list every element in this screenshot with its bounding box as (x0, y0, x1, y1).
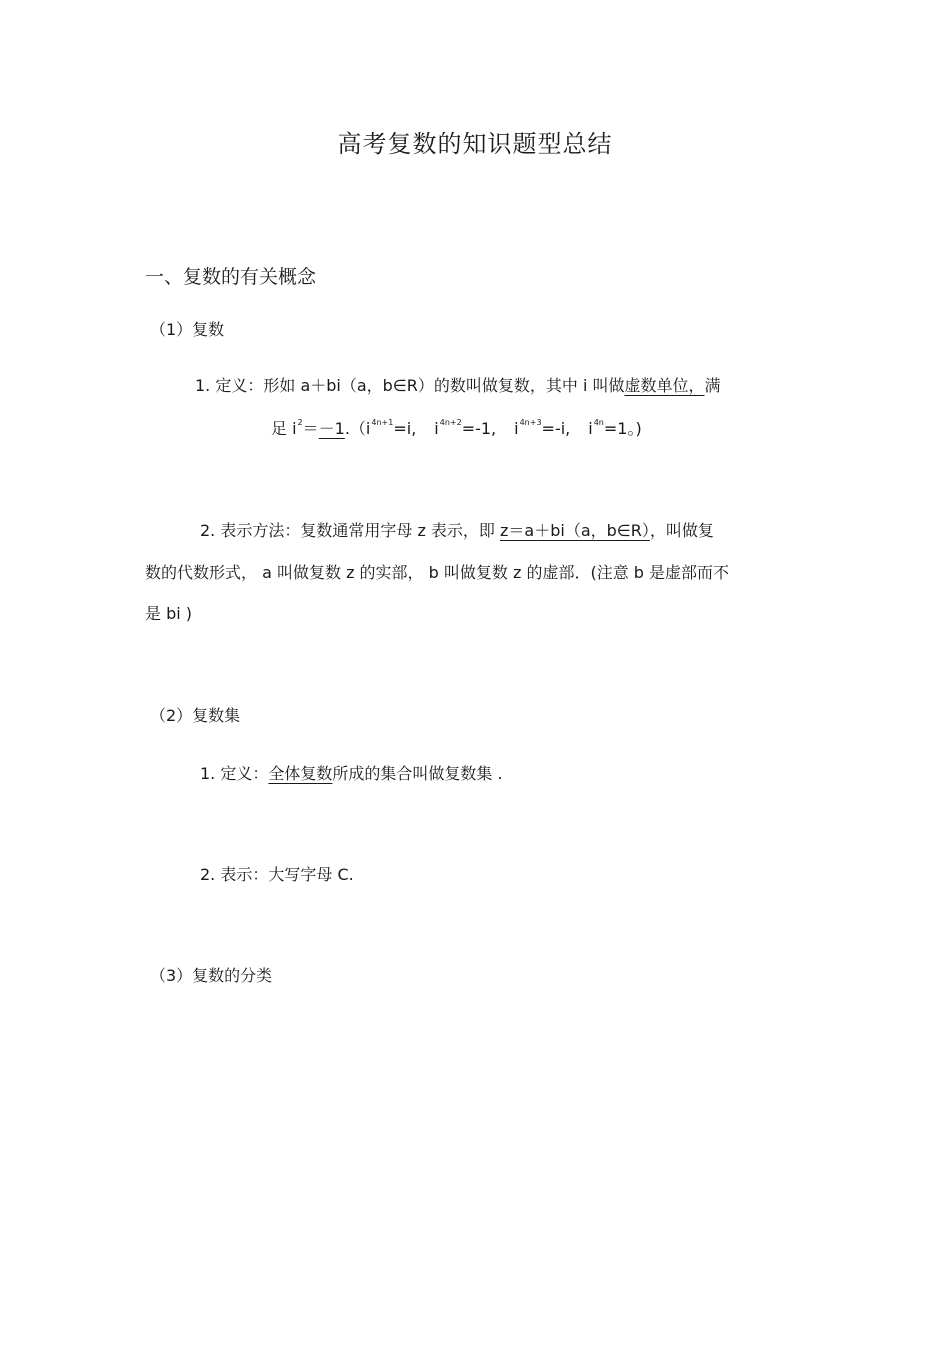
algebraic-form-term: z＝a＋bi（a，b∈R） (500, 521, 650, 540)
imaginary-unit-term: 虚数单位， (624, 376, 705, 395)
minus-one-value: －1 (318, 419, 345, 438)
set-definition-line: 1. 定义：全体复数所成的集合叫做复数集 . (200, 764, 503, 783)
subheading-classification: （3）复数的分类 (150, 966, 273, 985)
set-notation-line: 2. 表示：大写字母 C. (200, 865, 354, 884)
representation-line-3: 是 bi ) (145, 604, 193, 623)
all-complex-numbers-term: 全体复数 (268, 764, 333, 783)
definition-line-2: 足 $i^2=-1.(i^{4n+1}=i$, $i^{4n+2}=-1$, $i^{4n+3}=-i$, $i^{4n}=1$。) (271, 418, 642, 438)
subheading-complex-set: （2）复数集 (150, 706, 241, 725)
representation-line-2: 数的代数形式， a 叫做复数 z 的实部， b 叫做复数 z 的虚部．(注意 b 是虚部而不 (145, 563, 730, 582)
subheading-complex-number: （1）复数 (150, 320, 225, 339)
representation-line-1: 2. 表示方法：复数通常用字母 z 表示，即 z＝a＋bi（a，b∈R），叫做复 (200, 521, 714, 540)
definition-line-1: 1. 定义：形如 a＋bi（a，b∈R）的数叫做复数，其中 i 叫做虚数单位，满 (195, 376, 721, 395)
page-title: 高考复数的知识题型总结 (337, 130, 613, 158)
section-heading-concepts: 一、复数的有关概念 (145, 266, 317, 288)
